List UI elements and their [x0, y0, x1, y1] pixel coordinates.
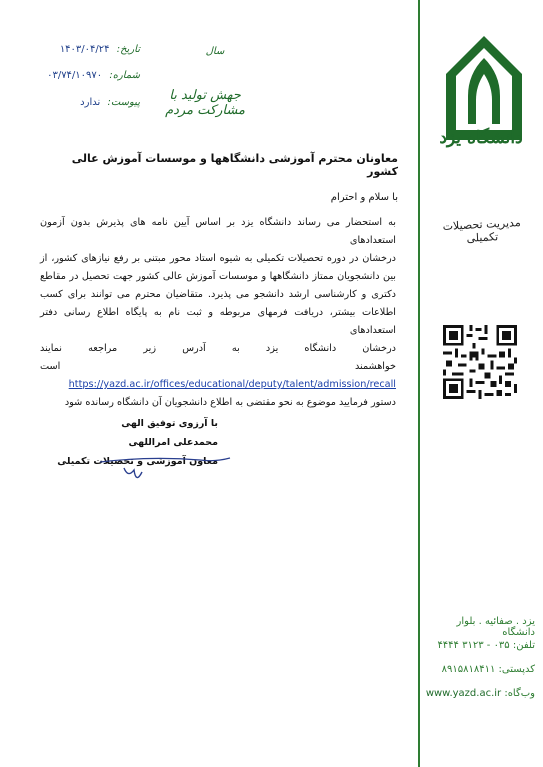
url-suffix: خواهشمند است [40, 361, 396, 372]
attachment-value: ندارد [80, 97, 101, 108]
vertical-divider [418, 0, 420, 767]
body-line: دکتری و کارشناسی ارشد دانشجو می پذیرد. متقاضیان محترم می توانند برای کسب [40, 289, 396, 300]
motto-text: جهش تولید با مشارکت مردم [165, 88, 245, 118]
number-value: ۰۳/۷۴/۱۰۹۷۰ [47, 70, 103, 81]
date-row [30, 44, 140, 55]
attachment-row [30, 97, 140, 108]
signatory-name: محمدعلی امراللهی [128, 437, 218, 448]
admission-url-link[interactable]: https://yazd.ac.ir/offices/educational/deputy/talent/admission/recall [68, 379, 396, 390]
date-value: ۱۴۰۳/۰۴/۲۴ [59, 44, 110, 55]
body-line: درخشان در دوره تحصیلات تکمیلی به شیوه استاد محور مبتنی بر رفع نیازهای کشور، از [40, 253, 396, 264]
website-link[interactable]: www.yazd.ac.ir [425, 688, 502, 699]
body-line: درخشان دانشگاه یزد به آدرس زیر مراجعه نمایند [40, 343, 396, 354]
greeting: با سلام و احترام [330, 192, 398, 203]
attachment-label: پیوست: [107, 97, 140, 108]
motto-year-label: سال [205, 46, 225, 57]
website-row [423, 688, 535, 699]
university-name: دانشگاه یزد [439, 128, 523, 148]
date-label: تاریخ: [116, 44, 140, 55]
address-text: یزد . صفائیه . بلوار دانشگاه [456, 616, 535, 638]
qr-code-icon [443, 325, 517, 399]
body-line: بین دانشجویان ممتاز دانشگاهها و موسسات آموزش عالی کشور جهت تحصیل در مقاطع [40, 271, 396, 282]
postal-code-text: کدپستی: ۸۹۱۵۸۱۸۴۱۱ [441, 664, 535, 675]
body-final-line: دستور فرمایید موضوع به نحو مقتضی به اطلاع دانشجویان آن دانشگاه رسانده شود [64, 397, 396, 408]
letter-body [40, 214, 396, 412]
number-row [30, 70, 140, 81]
handwritten-signature-icon [90, 448, 240, 488]
website-label: وب‌گاه: [504, 688, 535, 699]
body-line: به استحضار می رساند دانشگاه یزد بر اساس آیین نامه های پذیرش بدون آزمون استعدادهای [40, 217, 396, 246]
phone-text: تلفن: ۰۳۵ - ۳۱۲۳ ۴۴۴۴ [437, 640, 535, 651]
number-label: شماره: [109, 70, 140, 81]
signatory-title: معاون آموزشی و تحصیلات تکمیلی [57, 456, 218, 467]
closing-text: با آرزوی توفیق الهی [121, 418, 218, 429]
department-name: مدیریت تحصیلات تکمیلی [442, 215, 521, 245]
url-line [40, 358, 396, 394]
addressee: معاونان محترم آموزشی دانشگاهها و موسسات آموزش عالی کشور [71, 152, 398, 178]
body-line: اطلاعات بیشتر، دریافت فرمهای مربوطه و ثبت نام به پایگاه اطلاع رسانی دفتر استعدادهای [40, 307, 396, 336]
